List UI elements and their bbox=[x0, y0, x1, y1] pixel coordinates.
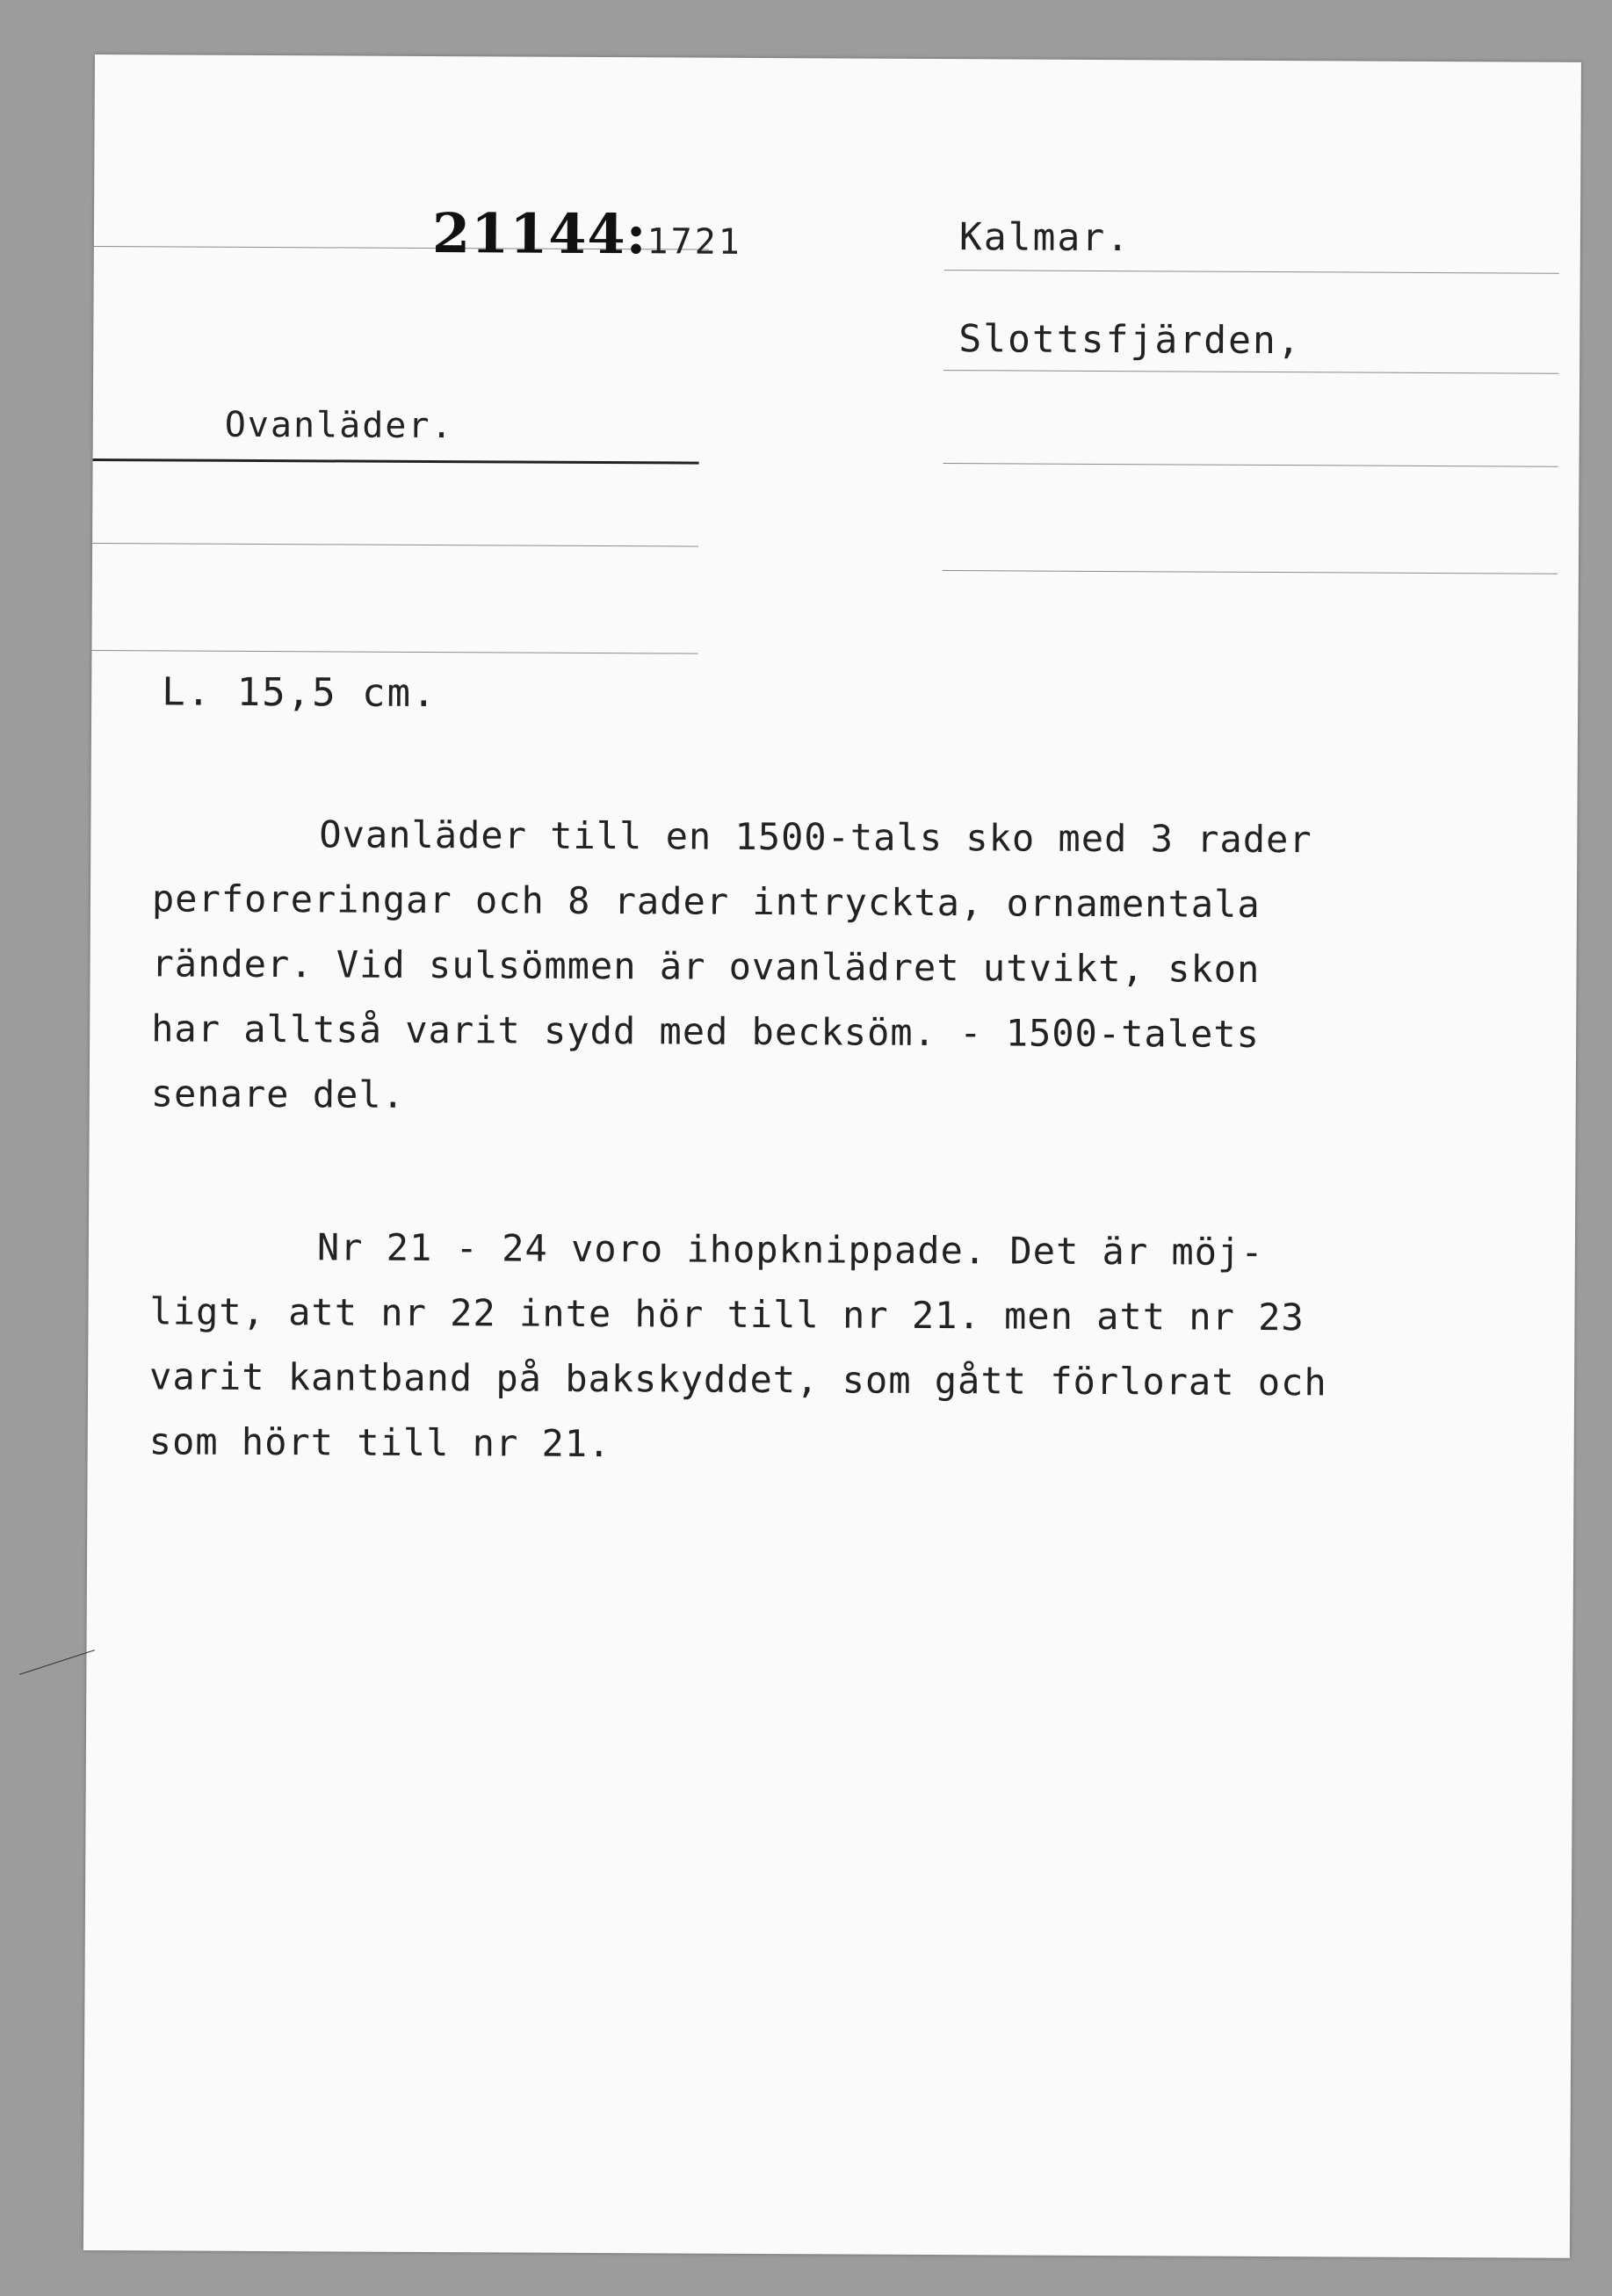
divider bbox=[943, 370, 1558, 374]
catalog-card bbox=[83, 54, 1581, 2258]
divider bbox=[943, 570, 1558, 574]
location: Kalmar. bbox=[958, 215, 1131, 261]
measurement: L. 15,5 cm. bbox=[162, 669, 437, 717]
note bbox=[149, 1214, 1522, 1481]
object-name: Ovanläder. bbox=[224, 404, 454, 447]
description-line: perforeringar och 8 rader intryckta, ornamentala bbox=[151, 877, 1261, 926]
divider bbox=[93, 458, 699, 465]
divider bbox=[91, 650, 698, 654]
note-line: som hört till nr 21. bbox=[148, 1419, 611, 1466]
divider bbox=[943, 463, 1558, 467]
note-line: varit kantband på bakskyddet, som gått förlorat och bbox=[148, 1354, 1327, 1404]
divider bbox=[944, 270, 1559, 274]
note-line: Nr 21 - 24 voro ihopknippade. Det är möj- bbox=[316, 1225, 1264, 1274]
edge-mark bbox=[19, 1650, 95, 1675]
sublocation: Slottsfjärden, bbox=[958, 317, 1302, 364]
catalog-number: 21144:1721 bbox=[431, 201, 742, 267]
description-line: Ovanläder till en 1500-tals sko med 3 rader bbox=[319, 812, 1312, 862]
description-line: har alltså varit sydd med becksöm. - 1500-talets bbox=[151, 1007, 1261, 1056]
description-line: ränder. Vid sulsömmen är ovanlädret utvikt, skon bbox=[151, 942, 1261, 991]
divider bbox=[92, 543, 698, 547]
sub-number: 1721 bbox=[647, 221, 742, 263]
note-line: ligt, att nr 22 inte hör till nr 21. men att nr 23 bbox=[149, 1289, 1305, 1339]
description bbox=[151, 801, 1523, 1133]
description-line: senare del. bbox=[150, 1072, 406, 1116]
